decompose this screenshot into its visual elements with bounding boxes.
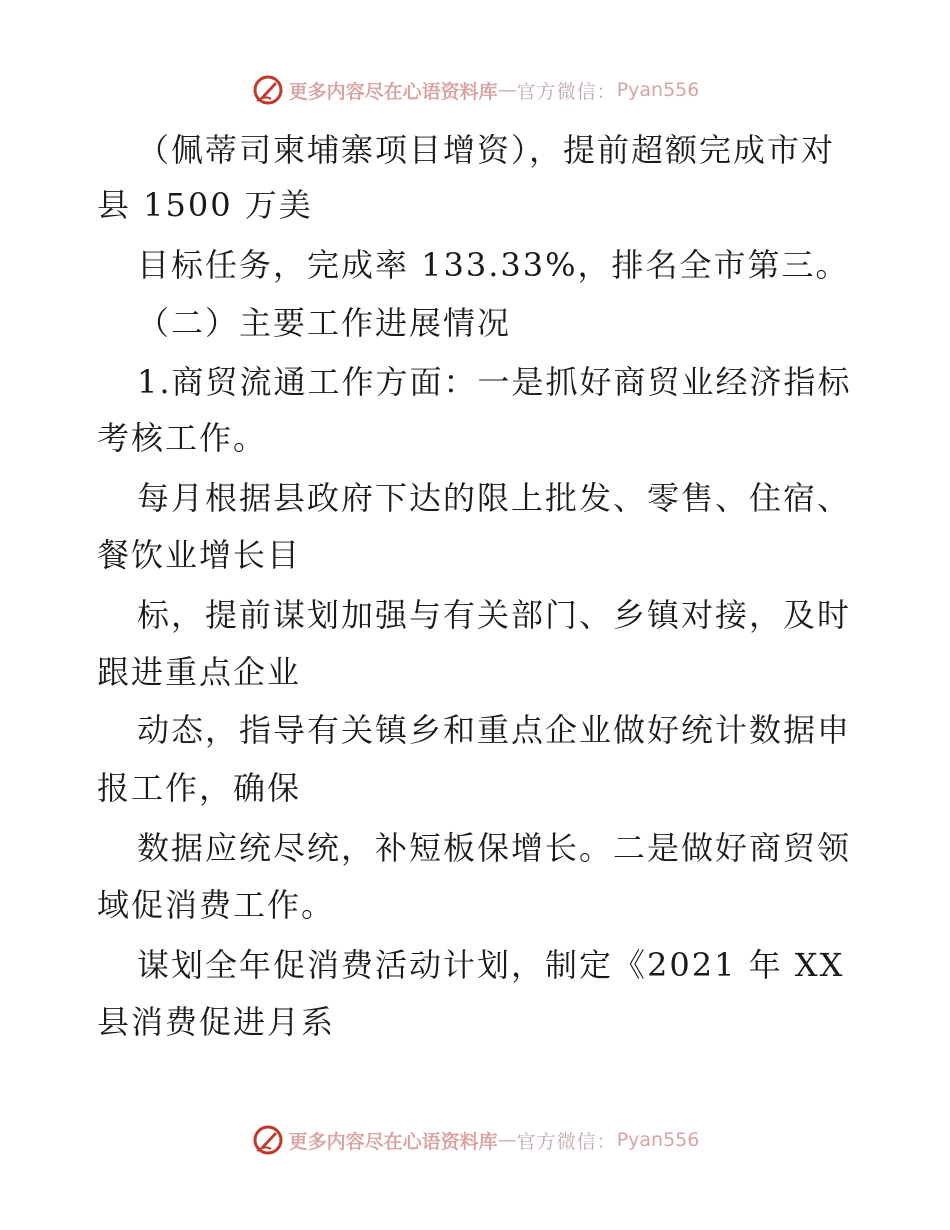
text-line: 跟进重点企业	[97, 653, 302, 691]
text-line: 餐饮业增长目	[97, 536, 302, 574]
watermark-wechat-label: 官方微信：	[516, 1130, 617, 1153]
text-line: 1.商贸流通工作方面：一是抓好商贸业经济指标	[137, 363, 852, 401]
text-line: 动态，指导有关镇乡和重点企业做好统计数据申	[137, 711, 852, 749]
quill-logo-icon	[251, 1123, 285, 1157]
text-line: 数据应统尽统，补短板保增长。二是做好商贸领	[137, 829, 852, 867]
section-heading: （二）主要工作进展情况	[137, 304, 512, 342]
watermark-wechat-id: Pyan556	[616, 79, 700, 101]
text-line: （佩蒂司柬埔寨项目增资），提前超额完成市对	[137, 131, 836, 169]
footer-watermark	[0, 1120, 950, 1160]
watermark-brand-text: 更多内容尽在心语资料库	[288, 1130, 498, 1153]
text-line: 考核工作。	[97, 419, 268, 457]
text-line: 县消费促进月系	[97, 1003, 336, 1041]
watermark-brand-text: 更多内容尽在心语资料库	[288, 80, 498, 103]
watermark-separator: —	[497, 1129, 517, 1151]
text-line: 域促消费工作。	[97, 886, 336, 924]
text-line: 谋划全年促消费活动计划，制定《2021 年 XX	[137, 946, 845, 984]
text-line: 目标任务，完成率 133.33%，排名全市第三。	[137, 246, 850, 284]
header-watermark	[0, 70, 950, 110]
text-line: 县 1500 万美	[97, 186, 313, 224]
watermark-wechat-label: 官方微信：	[516, 80, 617, 103]
text-line: 每月根据县政府下达的限上批发、零售、住宿、	[137, 479, 852, 517]
quill-logo-icon	[251, 73, 285, 107]
watermark-separator: —	[497, 79, 517, 101]
text-line: 标，提前谋划加强与有关部门、乡镇对接，及时	[137, 596, 852, 634]
text-line: 报工作，确保	[97, 769, 302, 807]
watermark-wechat-id: Pyan556	[616, 1129, 700, 1151]
